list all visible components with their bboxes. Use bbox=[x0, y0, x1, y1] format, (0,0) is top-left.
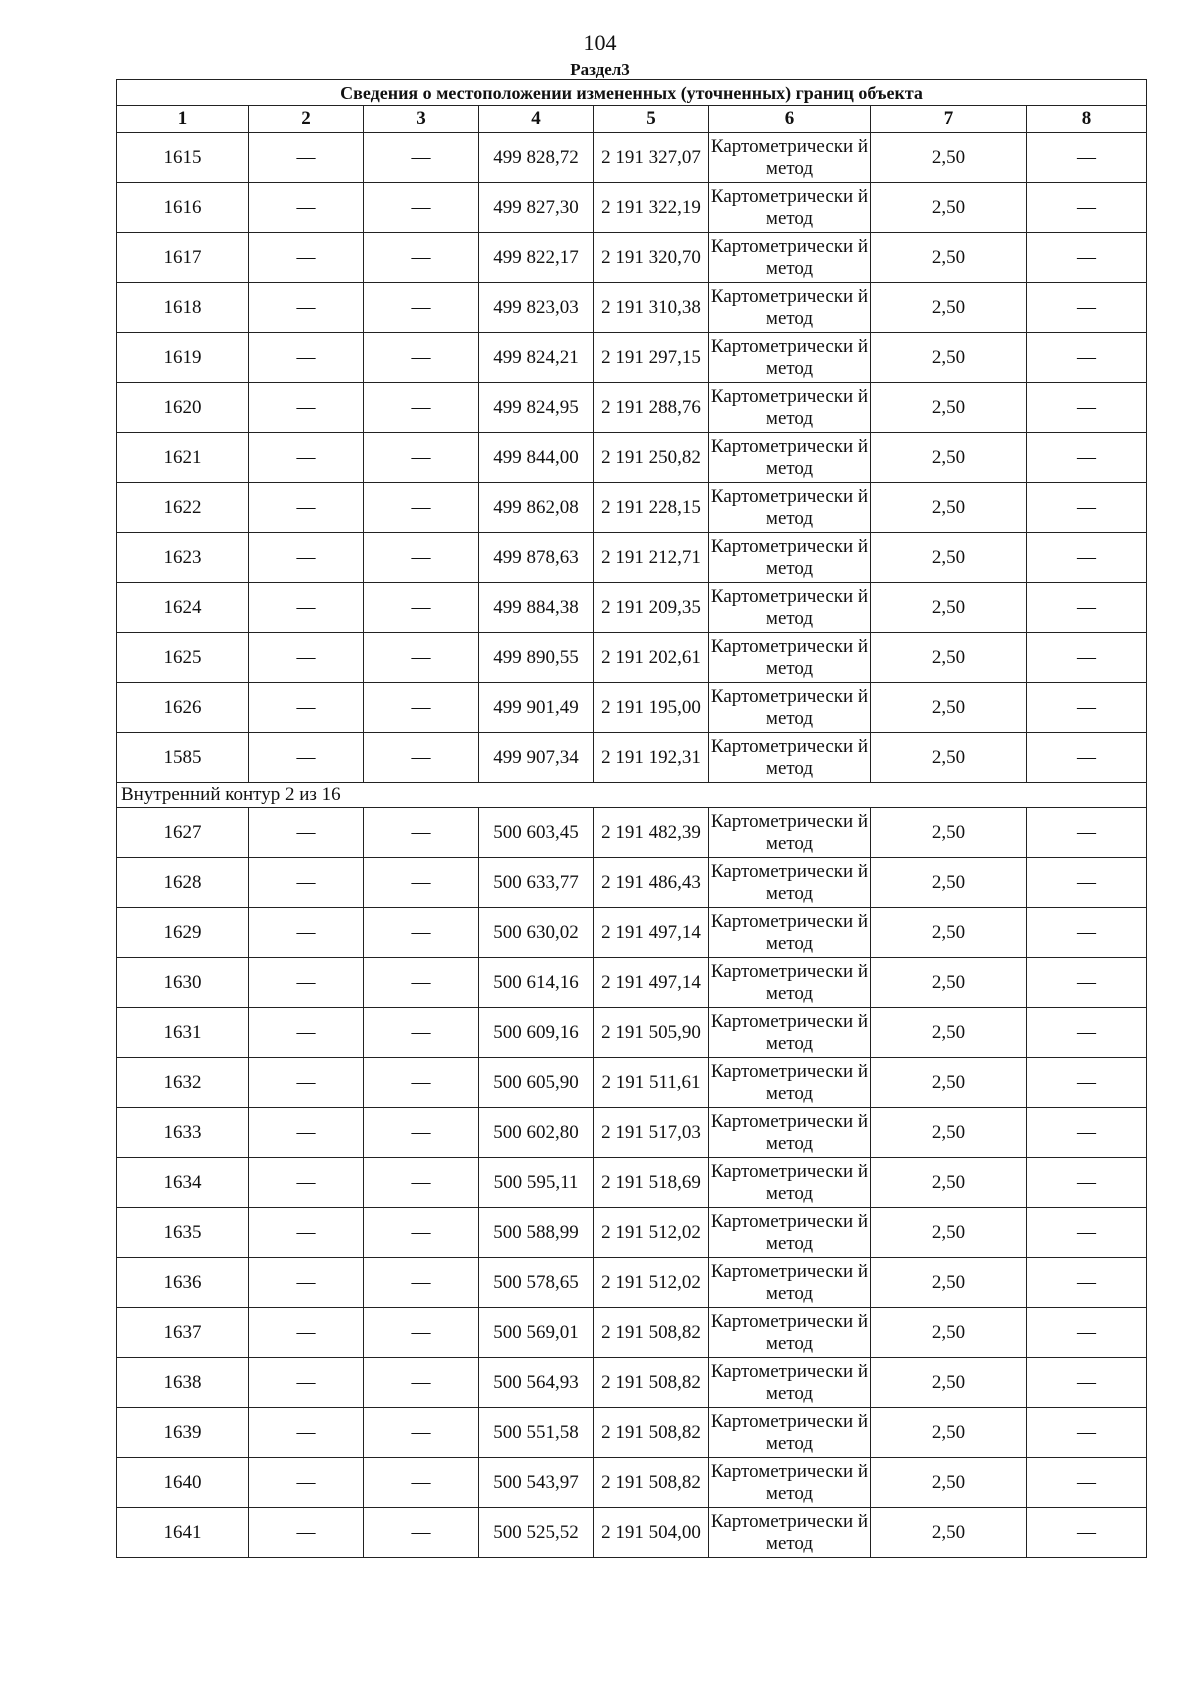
column-number-3: 3 bbox=[364, 106, 479, 133]
point-number-cell: 1634 bbox=[117, 1158, 249, 1208]
point-number-cell: 1632 bbox=[117, 1058, 249, 1108]
accuracy-cell: 2,50 bbox=[871, 283, 1027, 333]
table-row bbox=[117, 808, 1147, 858]
point-number-cell: 1619 bbox=[117, 333, 249, 383]
coordinate-x-cell: 499 827,30 bbox=[479, 183, 594, 233]
method-cell: Картометрически й метод bbox=[709, 1258, 871, 1308]
coordinate-y-cell: 2 191 297,15 bbox=[594, 333, 709, 383]
coordinate-y-cell: 2 191 310,38 bbox=[594, 283, 709, 333]
accuracy-cell: 2,50 bbox=[871, 133, 1027, 183]
column-2-cell: — bbox=[249, 583, 364, 633]
method-cell: Картометрически й метод bbox=[709, 1108, 871, 1158]
table-row bbox=[117, 683, 1147, 733]
accuracy-cell: 2,50 bbox=[871, 1458, 1027, 1508]
coordinate-x-cell: 500 543,97 bbox=[479, 1458, 594, 1508]
coordinate-y-cell: 2 191 517,03 bbox=[594, 1108, 709, 1158]
column-3-cell: — bbox=[364, 733, 479, 783]
method-cell: Картометрически й метод bbox=[709, 233, 871, 283]
column-8-cell: — bbox=[1027, 1108, 1147, 1158]
coordinate-y-cell: 2 191 508,82 bbox=[594, 1358, 709, 1408]
table-row bbox=[117, 1408, 1147, 1458]
column-number-8: 8 bbox=[1027, 106, 1147, 133]
column-3-cell: — bbox=[364, 1358, 479, 1408]
table-row bbox=[117, 958, 1147, 1008]
accuracy-cell: 2,50 bbox=[871, 333, 1027, 383]
coordinate-y-cell: 2 191 508,82 bbox=[594, 1458, 709, 1508]
column-8-cell: — bbox=[1027, 858, 1147, 908]
column-number-2: 2 bbox=[249, 106, 364, 133]
column-8-cell: — bbox=[1027, 1058, 1147, 1108]
point-number-cell: 1624 bbox=[117, 583, 249, 633]
method-cell: Картометрически й метод bbox=[709, 383, 871, 433]
table-row bbox=[117, 333, 1147, 383]
coordinate-x-cell: 499 901,49 bbox=[479, 683, 594, 733]
accuracy-cell: 2,50 bbox=[871, 433, 1027, 483]
coordinate-x-cell: 500 602,80 bbox=[479, 1108, 594, 1158]
accuracy-cell: 2,50 bbox=[871, 1408, 1027, 1458]
column-2-cell: — bbox=[249, 1158, 364, 1208]
point-number-cell: 1628 bbox=[117, 858, 249, 908]
column-2-cell: — bbox=[249, 1208, 364, 1258]
column-2-cell: — bbox=[249, 1458, 364, 1508]
column-2-cell: — bbox=[249, 808, 364, 858]
column-2-cell: — bbox=[249, 383, 364, 433]
table-row bbox=[117, 433, 1147, 483]
column-2-cell: — bbox=[249, 1258, 364, 1308]
column-number-row bbox=[117, 106, 1147, 133]
coordinate-x-cell: 499 824,21 bbox=[479, 333, 594, 383]
coordinate-y-cell: 2 191 322,19 bbox=[594, 183, 709, 233]
column-8-cell: — bbox=[1027, 908, 1147, 958]
coordinate-x-cell: 500 633,77 bbox=[479, 858, 594, 908]
accuracy-cell: 2,50 bbox=[871, 733, 1027, 783]
column-2-cell: — bbox=[249, 283, 364, 333]
column-3-cell: — bbox=[364, 908, 479, 958]
coordinate-x-cell: 499 878,63 bbox=[479, 533, 594, 583]
column-2-cell: — bbox=[249, 1408, 364, 1458]
table-row bbox=[117, 1308, 1147, 1358]
method-cell: Картометрически й метод bbox=[709, 1208, 871, 1258]
point-number-cell: 1635 bbox=[117, 1208, 249, 1258]
table-row bbox=[117, 1458, 1147, 1508]
point-number-cell: 1625 bbox=[117, 633, 249, 683]
accuracy-cell: 2,50 bbox=[871, 1508, 1027, 1558]
column-8-cell: — bbox=[1027, 383, 1147, 433]
column-3-cell: — bbox=[364, 1458, 479, 1508]
column-8-cell: — bbox=[1027, 333, 1147, 383]
column-8-cell: — bbox=[1027, 1008, 1147, 1058]
coordinate-x-cell: 500 614,16 bbox=[479, 958, 594, 1008]
method-cell: Картометрически й метод bbox=[709, 1008, 871, 1058]
point-number-cell: 1623 bbox=[117, 533, 249, 583]
column-number-4: 4 bbox=[479, 106, 594, 133]
coordinate-y-cell: 2 191 505,90 bbox=[594, 1008, 709, 1058]
accuracy-cell: 2,50 bbox=[871, 683, 1027, 733]
column-8-cell: — bbox=[1027, 1458, 1147, 1508]
page-number: 104 bbox=[583, 30, 617, 55]
column-2-cell: — bbox=[249, 1508, 364, 1558]
table-row bbox=[117, 908, 1147, 958]
column-3-cell: — bbox=[364, 283, 479, 333]
column-8-cell: — bbox=[1027, 1158, 1147, 1208]
table-row bbox=[117, 858, 1147, 908]
table-row bbox=[117, 1058, 1147, 1108]
table-row bbox=[117, 133, 1147, 183]
method-cell: Картометрически й метод bbox=[709, 533, 871, 583]
column-2-cell: — bbox=[249, 233, 364, 283]
column-2-cell: — bbox=[249, 633, 364, 683]
coordinate-y-cell: 2 191 497,14 bbox=[594, 908, 709, 958]
column-3-cell: — bbox=[364, 1208, 479, 1258]
method-cell: Картометрически й метод bbox=[709, 1058, 871, 1108]
point-number-cell: 1633 bbox=[117, 1108, 249, 1158]
coordinate-y-cell: 2 191 320,70 bbox=[594, 233, 709, 283]
column-3-cell: — bbox=[364, 533, 479, 583]
column-2-cell: — bbox=[249, 483, 364, 533]
coordinate-y-cell: 2 191 192,31 bbox=[594, 733, 709, 783]
accuracy-cell: 2,50 bbox=[871, 633, 1027, 683]
column-2-cell: — bbox=[249, 333, 364, 383]
column-number-1: 1 bbox=[117, 106, 249, 133]
accuracy-cell: 2,50 bbox=[871, 583, 1027, 633]
coordinate-y-cell: 2 191 508,82 bbox=[594, 1308, 709, 1358]
point-number-cell: 1622 bbox=[117, 483, 249, 533]
coordinate-x-cell: 499 824,95 bbox=[479, 383, 594, 433]
coordinate-y-cell: 2 191 508,82 bbox=[594, 1408, 709, 1458]
method-cell: Картометрически й метод bbox=[709, 1408, 871, 1458]
column-3-cell: — bbox=[364, 1108, 479, 1158]
method-cell: Картометрически й метод bbox=[709, 1158, 871, 1208]
column-3-cell: — bbox=[364, 1308, 479, 1358]
table-row bbox=[117, 733, 1147, 783]
table-row bbox=[117, 583, 1147, 633]
method-cell: Картометрически й метод bbox=[709, 483, 871, 533]
method-cell: Картометрически й метод bbox=[709, 583, 871, 633]
point-number-cell: 1621 bbox=[117, 433, 249, 483]
column-3-cell: — bbox=[364, 133, 479, 183]
table-row bbox=[117, 1508, 1147, 1558]
coordinate-x-cell: 499 828,72 bbox=[479, 133, 594, 183]
column-3-cell: — bbox=[364, 683, 479, 733]
coordinate-x-cell: 499 884,38 bbox=[479, 583, 594, 633]
method-cell: Картометрически й метод bbox=[709, 808, 871, 858]
coordinate-x-cell: 499 844,00 bbox=[479, 433, 594, 483]
column-3-cell: — bbox=[364, 483, 479, 533]
accuracy-cell: 2,50 bbox=[871, 808, 1027, 858]
accuracy-cell: 2,50 bbox=[871, 1108, 1027, 1158]
column-3-cell: — bbox=[364, 633, 479, 683]
table-row bbox=[117, 533, 1147, 583]
column-number-6: 6 bbox=[709, 106, 871, 133]
accuracy-cell: 2,50 bbox=[871, 1208, 1027, 1258]
point-number-cell: 1630 bbox=[117, 958, 249, 1008]
coordinate-y-cell: 2 191 212,71 bbox=[594, 533, 709, 583]
coordinate-x-cell: 500 525,52 bbox=[479, 1508, 594, 1558]
coordinate-x-cell: 500 603,45 bbox=[479, 808, 594, 858]
method-cell: Картометрически й метод bbox=[709, 1308, 871, 1358]
column-number-7: 7 bbox=[871, 106, 1027, 133]
method-cell: Картометрически й метод bbox=[709, 183, 871, 233]
column-2-cell: — bbox=[249, 1108, 364, 1158]
accuracy-cell: 2,50 bbox=[871, 483, 1027, 533]
coordinate-x-cell: 500 569,01 bbox=[479, 1308, 594, 1358]
coordinate-y-cell: 2 191 250,82 bbox=[594, 433, 709, 483]
method-cell: Картометрически й метод bbox=[709, 133, 871, 183]
accuracy-cell: 2,50 bbox=[871, 1158, 1027, 1208]
point-number-cell: 1638 bbox=[117, 1358, 249, 1408]
method-cell: Картометрически й метод bbox=[709, 283, 871, 333]
coordinate-y-cell: 2 191 482,39 bbox=[594, 808, 709, 858]
point-number-cell: 1626 bbox=[117, 683, 249, 733]
column-8-cell: — bbox=[1027, 1358, 1147, 1408]
column-2-cell: — bbox=[249, 1058, 364, 1108]
coordinate-x-cell: 499 907,34 bbox=[479, 733, 594, 783]
column-2-cell: — bbox=[249, 908, 364, 958]
coordinate-y-cell: 2 191 512,02 bbox=[594, 1208, 709, 1258]
coordinate-x-cell: 500 564,93 bbox=[479, 1358, 594, 1408]
column-3-cell: — bbox=[364, 183, 479, 233]
column-3-cell: — bbox=[364, 1258, 479, 1308]
column-8-cell: — bbox=[1027, 958, 1147, 1008]
point-number-cell: 1637 bbox=[117, 1308, 249, 1358]
accuracy-cell: 2,50 bbox=[871, 1258, 1027, 1308]
table-row bbox=[117, 633, 1147, 683]
method-cell: Картометрически й метод bbox=[709, 333, 871, 383]
coordinate-y-cell: 2 191 228,15 bbox=[594, 483, 709, 533]
section-title: Раздел3 bbox=[570, 60, 630, 79]
coordinate-x-cell: 500 578,65 bbox=[479, 1258, 594, 1308]
column-8-cell: — bbox=[1027, 1408, 1147, 1458]
column-2-cell: — bbox=[249, 1358, 364, 1408]
column-3-cell: — bbox=[364, 958, 479, 1008]
point-number-cell: 1631 bbox=[117, 1008, 249, 1058]
column-8-cell: — bbox=[1027, 1258, 1147, 1308]
coordinate-y-cell: 2 191 327,07 bbox=[594, 133, 709, 183]
point-number-cell: 1629 bbox=[117, 908, 249, 958]
column-3-cell: — bbox=[364, 333, 479, 383]
coordinate-x-cell: 499 862,08 bbox=[479, 483, 594, 533]
coordinate-x-cell: 500 609,16 bbox=[479, 1008, 594, 1058]
column-2-cell: — bbox=[249, 533, 364, 583]
contour-label: Внутренний контур 2 из 16 bbox=[117, 783, 1147, 808]
contour-label-row bbox=[117, 783, 1147, 808]
column-8-cell: — bbox=[1027, 1308, 1147, 1358]
coordinate-y-cell: 2 191 518,69 bbox=[594, 1158, 709, 1208]
point-number-cell: 1639 bbox=[117, 1408, 249, 1458]
column-3-cell: — bbox=[364, 433, 479, 483]
method-cell: Картометрически й метод bbox=[709, 958, 871, 1008]
point-number-cell: 1618 bbox=[117, 283, 249, 333]
column-3-cell: — bbox=[364, 1408, 479, 1458]
accuracy-cell: 2,50 bbox=[871, 383, 1027, 433]
point-number-cell: 1617 bbox=[117, 233, 249, 283]
column-2-cell: — bbox=[249, 958, 364, 1008]
method-cell: Картометрически й метод bbox=[709, 1458, 871, 1508]
table-row bbox=[117, 283, 1147, 333]
point-number-cell: 1627 bbox=[117, 808, 249, 858]
point-number-cell: 1620 bbox=[117, 383, 249, 433]
coordinate-y-cell: 2 191 497,14 bbox=[594, 958, 709, 1008]
table-row bbox=[117, 1108, 1147, 1158]
column-8-cell: — bbox=[1027, 1208, 1147, 1258]
method-cell: Картометрически й метод bbox=[709, 908, 871, 958]
coordinate-y-cell: 2 191 512,02 bbox=[594, 1258, 709, 1308]
method-cell: Картометрически й метод bbox=[709, 858, 871, 908]
coordinate-y-cell: 2 191 504,00 bbox=[594, 1508, 709, 1558]
column-2-cell: — bbox=[249, 1308, 364, 1358]
column-8-cell: — bbox=[1027, 633, 1147, 683]
column-8-cell: — bbox=[1027, 683, 1147, 733]
table-row bbox=[117, 1258, 1147, 1308]
column-2-cell: — bbox=[249, 683, 364, 733]
accuracy-cell: 2,50 bbox=[871, 1008, 1027, 1058]
accuracy-cell: 2,50 bbox=[871, 533, 1027, 583]
accuracy-cell: 2,50 bbox=[871, 858, 1027, 908]
coordinate-y-cell: 2 191 288,76 bbox=[594, 383, 709, 433]
column-3-cell: — bbox=[364, 583, 479, 633]
method-cell: Картометрически й метод bbox=[709, 1358, 871, 1408]
column-3-cell: — bbox=[364, 1008, 479, 1058]
point-number-cell: 1615 bbox=[117, 133, 249, 183]
table-row bbox=[117, 483, 1147, 533]
column-3-cell: — bbox=[364, 233, 479, 283]
column-2-cell: — bbox=[249, 433, 364, 483]
column-8-cell: — bbox=[1027, 283, 1147, 333]
table-row bbox=[117, 383, 1147, 433]
column-2-cell: — bbox=[249, 858, 364, 908]
column-2-cell: — bbox=[249, 133, 364, 183]
column-number-5: 5 bbox=[594, 106, 709, 133]
table-body bbox=[117, 133, 1147, 1558]
coordinate-x-cell: 499 822,17 bbox=[479, 233, 594, 283]
table-row bbox=[117, 1008, 1147, 1058]
column-3-cell: — bbox=[364, 1158, 479, 1208]
point-number-cell: 1636 bbox=[117, 1258, 249, 1308]
method-cell: Картометрически й метод bbox=[709, 733, 871, 783]
column-2-cell: — bbox=[249, 733, 364, 783]
coordinate-x-cell: 499 823,03 bbox=[479, 283, 594, 333]
table-row bbox=[117, 1158, 1147, 1208]
method-cell: Картометрически й метод bbox=[709, 633, 871, 683]
accuracy-cell: 2,50 bbox=[871, 1058, 1027, 1108]
method-cell: Картометрически й метод bbox=[709, 683, 871, 733]
column-8-cell: — bbox=[1027, 483, 1147, 533]
coordinate-x-cell: 500 595,11 bbox=[479, 1158, 594, 1208]
accuracy-cell: 2,50 bbox=[871, 1308, 1027, 1358]
accuracy-cell: 2,50 bbox=[871, 1358, 1027, 1408]
column-8-cell: — bbox=[1027, 133, 1147, 183]
coordinate-x-cell: 500 551,58 bbox=[479, 1408, 594, 1458]
column-8-cell: — bbox=[1027, 583, 1147, 633]
table-row bbox=[117, 1208, 1147, 1258]
table-row bbox=[117, 183, 1147, 233]
column-8-cell: — bbox=[1027, 233, 1147, 283]
point-number-cell: 1640 bbox=[117, 1458, 249, 1508]
coordinate-x-cell: 500 605,90 bbox=[479, 1058, 594, 1108]
coordinate-y-cell: 2 191 202,61 bbox=[594, 633, 709, 683]
accuracy-cell: 2,50 bbox=[871, 958, 1027, 1008]
column-8-cell: — bbox=[1027, 533, 1147, 583]
coordinate-y-cell: 2 191 195,00 bbox=[594, 683, 709, 733]
column-8-cell: — bbox=[1027, 1508, 1147, 1558]
coordinate-x-cell: 499 890,55 bbox=[479, 633, 594, 683]
point-number-cell: 1641 bbox=[117, 1508, 249, 1558]
column-3-cell: — bbox=[364, 808, 479, 858]
point-number-cell: 1585 bbox=[117, 733, 249, 783]
coordinate-x-cell: 500 588,99 bbox=[479, 1208, 594, 1258]
accuracy-cell: 2,50 bbox=[871, 183, 1027, 233]
column-2-cell: — bbox=[249, 183, 364, 233]
column-8-cell: — bbox=[1027, 733, 1147, 783]
column-8-cell: — bbox=[1027, 183, 1147, 233]
coordinate-x-cell: 500 630,02 bbox=[479, 908, 594, 958]
coordinate-y-cell: 2 191 511,61 bbox=[594, 1058, 709, 1108]
accuracy-cell: 2,50 bbox=[871, 233, 1027, 283]
accuracy-cell: 2,50 bbox=[871, 908, 1027, 958]
column-2-cell: — bbox=[249, 1008, 364, 1058]
column-3-cell: — bbox=[364, 1508, 479, 1558]
table-row bbox=[117, 233, 1147, 283]
table-caption: Сведения о местоположении измененных (уточненных) границ объекта bbox=[117, 80, 1147, 106]
column-8-cell: — bbox=[1027, 433, 1147, 483]
column-3-cell: — bbox=[364, 858, 479, 908]
method-cell: Картометрически й метод bbox=[709, 433, 871, 483]
boundary-coordinates-table bbox=[116, 79, 1147, 1558]
column-3-cell: — bbox=[364, 383, 479, 433]
method-cell: Картометрически й метод bbox=[709, 1508, 871, 1558]
column-8-cell: — bbox=[1027, 808, 1147, 858]
coordinate-y-cell: 2 191 209,35 bbox=[594, 583, 709, 633]
point-number-cell: 1616 bbox=[117, 183, 249, 233]
coordinate-y-cell: 2 191 486,43 bbox=[594, 858, 709, 908]
table-row bbox=[117, 1358, 1147, 1408]
column-3-cell: — bbox=[364, 1058, 479, 1108]
